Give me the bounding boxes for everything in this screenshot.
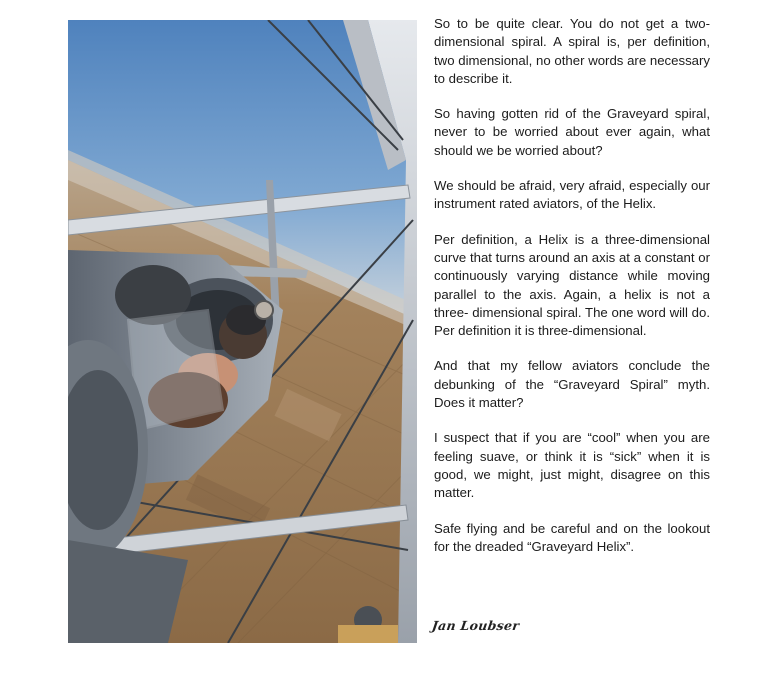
- photo-illustration: [68, 20, 417, 643]
- paragraph-4: Per definition, a Helix is a three-dimensional curve that turns around an axis at a constant or continuously varying distance while moving parallel to the axis. Again, a helix is not a three- dimensional spiral. The one word will do. Per definition it is three-dimensional.: [434, 231, 710, 339]
- paragraph-1: So to be quite clear. You do not get a two-dimensional spiral. A spiral is, per definition, two dimensional, no other words are necessary to describe it.: [434, 16, 710, 86]
- paragraph-2: So having gotten rid of the Graveyard spiral, never to be worried about ever again, what should we be worried about?: [434, 106, 710, 158]
- paragraph-3: We should be afraid, very afraid, especially our instrument rated aviators, of the Helix.: [434, 178, 710, 212]
- biplane-pilot-photo: [68, 20, 417, 643]
- paragraph-6: I suspect that if you are “cool” when you are feeling suave, or think it is “sick” when it is good, we might, just might, disagree on this matter.: [434, 430, 710, 501]
- author-signature: Jan Loubser: [430, 618, 521, 633]
- article-text: [434, 15, 710, 573]
- paragraph-7: Safe flying and be careful and on the lookout for the dreaded “Graveyard Helix”.: [434, 520, 710, 554]
- paragraph-5: And that my fellow aviators conclude the debunking of the “Graveyard Spiral” myth. Does it matter?: [434, 358, 710, 411]
